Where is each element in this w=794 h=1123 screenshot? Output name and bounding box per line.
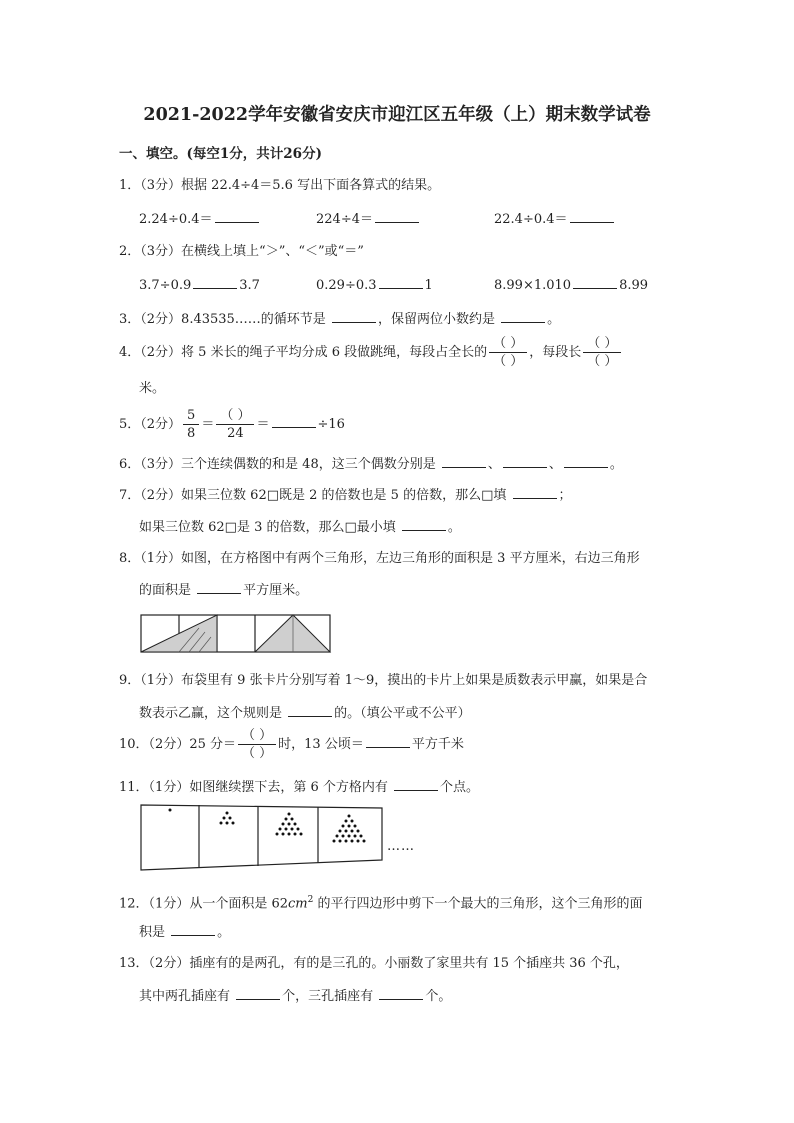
answer-blank[interactable] xyxy=(379,276,423,289)
question-2-stem: 2．（3分）在横线上填上“＞”、“＜”或“＝” xyxy=(119,244,364,259)
question-13-line1: 13．（2分）插座有的是两孔，有的是三孔的。小丽数了家里共有 15 个插座共 36 个孔， xyxy=(119,956,629,971)
question-7-line1: 7．（2分）如果三位数 62□既是 2 的倍数也是 5 的倍数，那么□填 ； xyxy=(119,488,572,503)
question-7-line2: 如果三位数 62□是 3 的倍数，那么□最小填 。 xyxy=(139,520,461,535)
question-3: 3．（2分）8.43535……的循环节是 ，保留两位小数约是 。 xyxy=(119,312,561,327)
answer-blank[interactable] xyxy=(236,987,280,1000)
answer-blank[interactable] xyxy=(402,518,446,531)
question-1a: 2.24÷0.4＝ xyxy=(139,210,261,229)
fraction-blank[interactable]: $\frac{( )}{( )}$ xyxy=(489,335,527,370)
fraction-blank[interactable]: $\frac{( )}{( )}$ xyxy=(238,727,276,762)
answer-blank[interactable] xyxy=(215,210,259,223)
question-8-line2: 的面积是 平方厘米。 xyxy=(139,583,309,598)
dots-1 xyxy=(169,809,172,812)
answer-blank[interactable] xyxy=(513,486,557,499)
pattern-outline xyxy=(141,805,382,870)
answer-blank[interactable] xyxy=(570,210,614,223)
answer-blank[interactable] xyxy=(501,310,545,323)
question-2c: 8.99×1.010 8.99 xyxy=(494,278,649,293)
answer-blank[interactable] xyxy=(379,987,423,1000)
question-5: 5．（2分） $\frac{5}{8}$ ＝ $\frac{( )}{24}$ ＝ ÷16 xyxy=(119,408,345,441)
question-1c: 22.4÷0.4＝ xyxy=(494,210,616,229)
answer-blank[interactable] xyxy=(375,210,419,223)
question-10: 10．（2分）25 分＝ $\frac{( )}{( )}$ 时，13 公顷＝ 平方千米 xyxy=(119,728,464,761)
question-6: 6．（3分）三个连续偶数的和是 48，这三个偶数分别是 、 、 。 xyxy=(119,457,623,472)
page-title: 2021-2022学年安徽省安庆市迎江区五年级（上）期末数学试卷 xyxy=(143,105,651,125)
dot-pattern-figure xyxy=(138,800,388,874)
question-9-line1: 9．（1分）布袋里有 9 张卡片分别写着 1～9，摸出的卡片上如果是质数表示甲赢，如果是合 xyxy=(119,673,648,688)
answer-blank[interactable] xyxy=(171,923,215,936)
question-13-line2: 其中两孔插座有 个，三孔插座有 个。 xyxy=(139,989,452,1004)
fraction-blank[interactable]: $\frac{( )}{( )}$ xyxy=(583,335,621,370)
triangle-grid-figure xyxy=(139,613,333,655)
question-8-line1: 8．（1分）如图，在方格图中有两个三角形，左边三角形的面积是 3 平方厘米，右边三角形 xyxy=(119,551,640,566)
question-1b: 224÷4＝ xyxy=(316,210,421,229)
answer-blank[interactable] xyxy=(564,455,608,468)
answer-blank[interactable] xyxy=(503,455,547,468)
answer-blank[interactable] xyxy=(288,704,332,717)
question-12-line2: 积是 。 xyxy=(139,925,231,940)
answer-blank[interactable] xyxy=(366,735,410,748)
question-4: 4．（2分）将 5 米长的绳子平均分成 6 段做跳绳，每段占全长的 $\frac{( )}{( )}$ ，每段长 $\frac{( )}{( )}$ xyxy=(119,334,623,372)
question-2a: 3.7÷0.9 3.7 xyxy=(139,278,260,293)
ellipsis: …… xyxy=(387,839,415,854)
answer-blank[interactable] xyxy=(573,276,617,289)
answer-blank[interactable] xyxy=(332,310,376,323)
answer-blank[interactable] xyxy=(193,276,237,289)
answer-blank[interactable] xyxy=(394,778,438,791)
dots-3 xyxy=(276,813,303,836)
question-1-stem: 1．（3分）根据 22.4÷4＝5.6 写出下面各算式的结果。 xyxy=(119,178,441,193)
dots-4 xyxy=(333,815,366,843)
question-12-line1: 12．（1分）从一个面积是 $62cm^2$ 的平行四边形中剪下一个最大的三角形，这个三角形的面 xyxy=(119,895,643,912)
question-9-line2: 数表示乙赢，这个规则是 的。（填公平或不公平） xyxy=(139,706,471,721)
dots-2 xyxy=(220,812,235,825)
fraction-blank[interactable]: $\frac{( )}{24}$ xyxy=(216,407,254,442)
question-4-line2: 米。 xyxy=(139,381,166,396)
section-heading: 一、填空。(每空1分，共计26分) xyxy=(119,146,322,162)
answer-blank[interactable] xyxy=(197,581,241,594)
question-11: 11．（1分）如图继续摆下去，第 6 个方格内有 个点。 xyxy=(119,780,480,795)
right-triangle xyxy=(255,615,330,652)
question-2b: 0.29÷0.3 1 xyxy=(316,278,433,293)
answer-blank[interactable] xyxy=(272,415,316,428)
answer-blank[interactable] xyxy=(442,455,486,468)
fraction-5-8: $\frac{5}{8}$ xyxy=(183,407,199,442)
